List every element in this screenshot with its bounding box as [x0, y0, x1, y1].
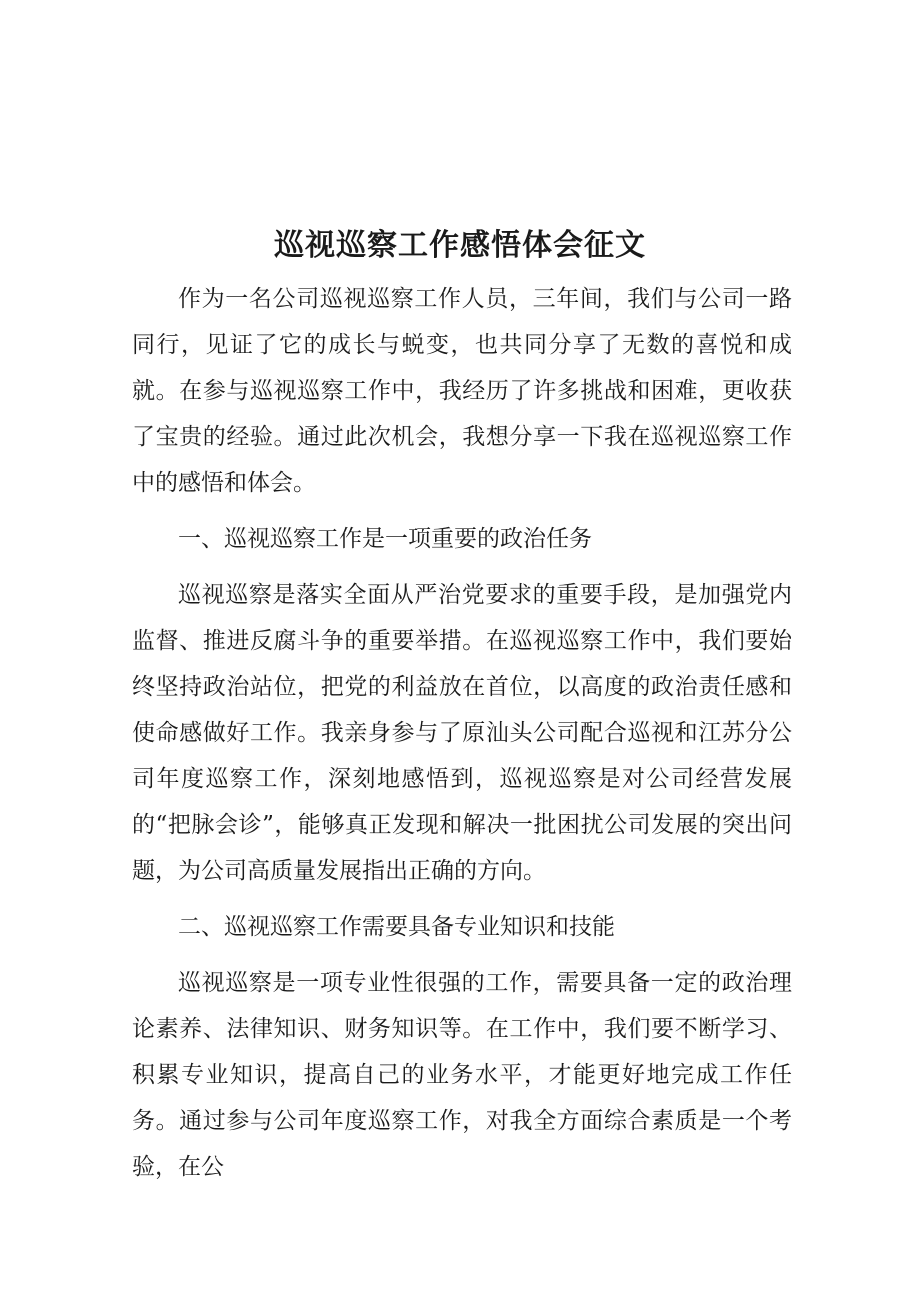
document-body: [132, 276, 792, 1190]
intro-paragraph: 作为一名公司巡视巡察工作人员，三年间，我们与公司一路同行，见证了它的成长与蜕变，也共同分享了无数的喜悦和成就。在参与巡视巡察工作中，我经历了许多挑战和困难，更收获了宝贵的经验。通过此次机会，我想分享一下我在巡视巡察工作中的感悟和体会。: [132, 286, 792, 496]
section-heading-2: 二、巡视巡察工作需要具备专业知识和技能: [178, 914, 615, 940]
section-heading-1: 一、巡视巡察工作是一项重要的政治任务: [178, 526, 592, 552]
section-1-paragraph: 巡视巡察是落实全面从严治党要求的重要手段，是加强党内监督、推进反腐斗争的重要举措。在巡视巡察工作中，我们要始终坚持政治站位，把党的利益放在首位，以高度的政治责任感和使命感做好工作。我亲身参与了原汕头公司配合巡视和江苏分公司年度巡察工作，深刻地感悟到，巡视巡察是对公司经营发展的“把脉会诊”，能够真正发现和解决一批困扰公司发展的突出问题，为公司高质量发展指出正确的方向。: [132, 582, 792, 884]
document-title: 巡视巡察工作感悟体会征文: [274, 228, 646, 263]
section-2-paragraph: 巡视巡察是一项专业性很强的工作，需要具备一定的政治理论素养、法律知识、财务知识等。在工作中，我们要不断学习、积累专业知识，提高自己的业务水平，才能更好地完成工作任务。通过参与公司年度巡察工作，对我全方面综合素质是一个考验，在公: [132, 970, 792, 1180]
